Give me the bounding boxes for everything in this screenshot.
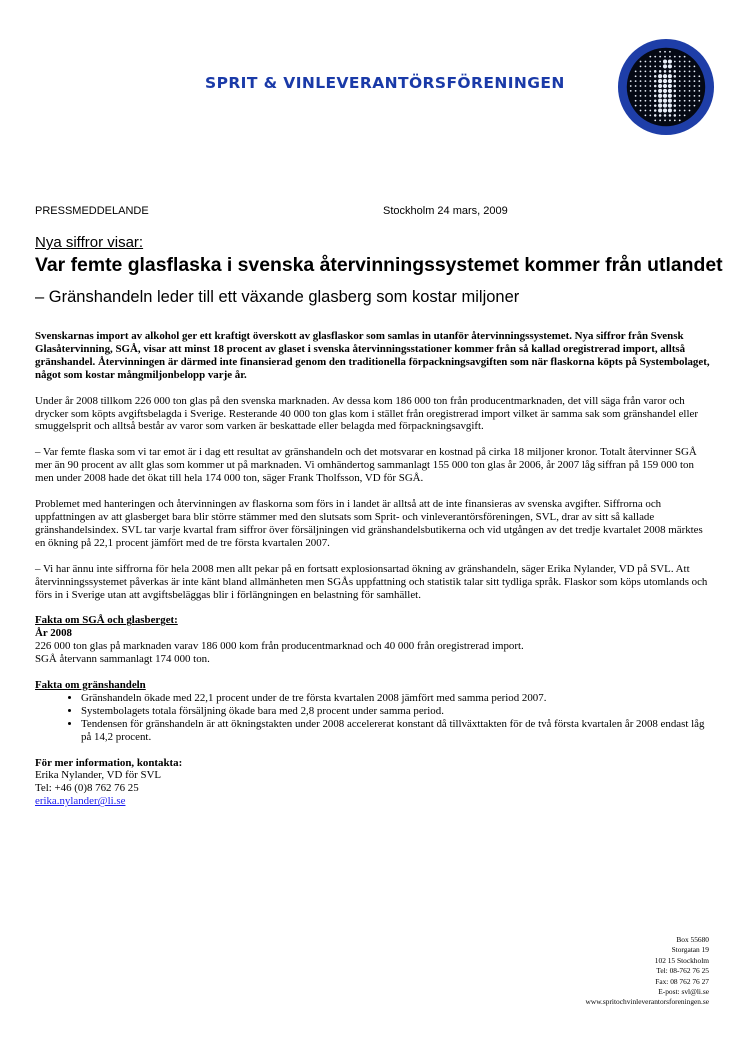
logo-dot xyxy=(668,108,672,112)
logo-dot xyxy=(654,119,656,121)
logo-dot xyxy=(645,115,647,117)
logo-dot xyxy=(663,94,667,98)
body-paragraph-4: – Vi har ännu inte siffrorna för hela 2008 men allt pekar på en fortsatt explosionsartad ökning av gränshandeln, säger Erika Nylander, VD på SVL. Att återvinningssystemet påverkas är inte känt bland allmänheten men SGÅs uppfattning och statistik talar sitt tydliga språk. Flaskor som köps utomlands och förs in i Sverige utan att avgiftsbeläggas blir i förlängningen en belastning för samhället. xyxy=(35,562,708,601)
logo-dot xyxy=(649,56,651,58)
logo-dot xyxy=(649,75,651,77)
logo-dot xyxy=(684,105,686,107)
contact-name: Erika Nylander, VD för SVL xyxy=(35,769,162,782)
logo-dot xyxy=(698,95,700,97)
footer-street: Storgatan 19 xyxy=(671,945,709,955)
logo-dot xyxy=(659,66,661,68)
logo-dot xyxy=(645,70,647,72)
contact-heading: För mer information, kontakta: xyxy=(35,756,183,769)
logo-dot xyxy=(654,61,656,63)
logo-dot xyxy=(640,100,642,102)
logo-dot xyxy=(649,115,651,117)
logo-dot xyxy=(689,75,691,77)
facts-border-trade-heading: Fakta om gränshandeln xyxy=(35,679,146,692)
logo-dot xyxy=(679,70,681,72)
logo-dot xyxy=(640,75,642,77)
logo-dot xyxy=(658,104,662,108)
logo-dot xyxy=(698,75,700,77)
document-type: PRESSMEDDELANDE xyxy=(35,205,149,217)
logo-dot xyxy=(679,95,681,97)
logo-dot xyxy=(674,80,677,83)
logo-dot xyxy=(689,95,691,97)
logo-dot xyxy=(674,66,676,68)
logo-dot xyxy=(689,100,691,102)
logo-dot xyxy=(663,108,667,112)
logo-dot xyxy=(679,90,681,92)
logo-dot xyxy=(654,56,656,58)
logo-dot xyxy=(684,70,686,72)
logo-dot xyxy=(684,56,686,58)
logo-dot xyxy=(664,56,666,58)
logo-dot xyxy=(689,105,691,107)
logo-dot xyxy=(679,66,681,68)
logo-dot xyxy=(668,84,672,88)
logo-dot xyxy=(668,99,672,103)
logo-dot xyxy=(669,114,672,117)
logo-dot xyxy=(664,114,667,117)
logo-dot xyxy=(663,89,667,93)
logo-dot xyxy=(645,75,647,77)
facts-sga-line-2: SGÅ återvann sammanlagt 174 000 ton. xyxy=(35,653,210,666)
logo-dot xyxy=(659,51,661,53)
logo-dot xyxy=(659,70,662,73)
logo-dot xyxy=(689,85,691,87)
logo-dot xyxy=(645,95,647,97)
logo-dot xyxy=(663,64,667,68)
logo-dot xyxy=(663,79,667,83)
logo-dot xyxy=(649,105,651,107)
logo-dot xyxy=(674,99,677,102)
logo-dot xyxy=(640,80,642,82)
logo-dot xyxy=(674,109,677,112)
subheadline: – Gränshandeln leder till ett växande glasberg som kostar miljoner xyxy=(35,288,520,306)
logo-dot xyxy=(684,80,686,82)
logo-dot xyxy=(635,100,637,102)
body-paragraph-2: – Var femte flaska som vi tar emot är i dag ett resultat av gränshandeln och det motsvarar en kostnad på cirka 18 miljoner kronor. Totalt återvinner SGÅ mer än 90 procent av allt glas som kommer ut på marknaden. Vi omhändertog sammanlagt 155 000 ton glas år 2006, år 2007 låg siffran på 159 000 ton men under 2008 hade det ökat till hela 174 000 ton, säger Frank Tholfsson, VD för SGÅ. xyxy=(35,446,697,485)
footer-fax: Fax: 08 762 76 27 xyxy=(655,976,709,986)
facts-sga-line-1: 226 000 ton glas på marknaden varav 186 000 kom från producentmarknad och 40 000 från oregistrerad import. xyxy=(35,640,524,653)
logo-dot xyxy=(658,99,662,103)
logo-dot xyxy=(674,104,677,107)
logo-dot xyxy=(684,115,686,117)
logo-dot xyxy=(645,105,647,107)
logo-dot xyxy=(669,56,671,58)
logo-dot xyxy=(679,85,681,87)
logo-dot xyxy=(668,89,672,93)
logo-dot xyxy=(640,90,642,92)
logo-dot xyxy=(674,56,676,58)
footer-box: Box 55680 xyxy=(676,935,709,944)
logo-dot xyxy=(679,75,681,77)
logo-dot xyxy=(668,64,672,68)
logo-dot xyxy=(689,80,691,82)
logo-dot xyxy=(663,84,667,88)
logo-dot xyxy=(630,80,632,82)
logo-dot xyxy=(654,104,657,107)
logo-dot xyxy=(674,119,676,121)
logo-dot xyxy=(664,119,666,121)
logo-dot xyxy=(684,85,686,87)
logo-dot xyxy=(694,90,696,92)
logo-dot xyxy=(645,66,647,68)
logo-dot xyxy=(679,56,681,58)
logo-dot xyxy=(679,105,681,107)
logo-dot xyxy=(654,109,657,112)
place-and-date: Stockholm 24 mars, 2009 xyxy=(383,205,508,217)
logo-dot xyxy=(658,84,662,88)
logo-dot xyxy=(645,100,647,102)
logo-dot xyxy=(684,110,686,112)
logo-dot xyxy=(694,105,696,107)
logo-dot xyxy=(635,90,637,92)
list-item: • Systembolagets totala försäljning ökade bara med 2,8 procent under samma period. xyxy=(81,705,715,718)
logo-dot xyxy=(635,95,637,97)
logo-dot xyxy=(663,104,667,108)
logo-dot xyxy=(694,70,696,72)
logo-dot xyxy=(674,61,676,63)
logo-dot xyxy=(640,95,642,97)
logo-dot xyxy=(668,74,672,78)
logo-dot xyxy=(649,100,651,102)
footer-address xyxy=(586,935,709,1008)
logo-dot xyxy=(659,119,661,121)
logo-dot xyxy=(694,80,696,82)
logo-dot xyxy=(674,85,677,88)
logo-dot xyxy=(649,110,651,112)
logo-dot xyxy=(694,66,696,68)
body-paragraph-1: Under år 2008 tillkom 226 000 ton glas på den svenska marknaden. Av dessa kom 186 000 ton från producentmarknaden, det vill säga från varor och drycker som köpts avgiftsbelagda i Sverige. Resterande 40 000 ton glas kom i stället från oregistrerad import vilket är samma sak som gränshandel eller smuggelsprit och alltså består av varor som varken är beskattade eller belagda med förpackningsavgift. xyxy=(35,394,698,433)
logo-dot xyxy=(654,75,657,78)
logo-dot xyxy=(635,70,637,72)
contact-email-link[interactable]: erika.nylander@li.se xyxy=(35,795,126,808)
logo-dot xyxy=(668,59,672,63)
logo-dot xyxy=(654,70,657,73)
logo-dot xyxy=(668,104,672,108)
logo-dot xyxy=(684,75,686,77)
facts-sga-heading: Fakta om SGÅ och glasberget: xyxy=(35,614,178,627)
logo-dot xyxy=(658,89,662,93)
logo-dot xyxy=(663,99,667,103)
logo-dot xyxy=(663,59,667,63)
logo-dot xyxy=(658,74,662,78)
contact-section xyxy=(35,757,715,809)
facts-border-trade-section xyxy=(35,679,715,744)
logo-dot xyxy=(645,85,647,87)
logo-dot xyxy=(689,70,691,72)
logo-dot xyxy=(663,74,667,78)
logo-dot xyxy=(630,90,632,92)
logo-dot xyxy=(659,114,662,117)
logo-dot xyxy=(635,85,637,87)
headline: Var femte glasflaska i svenska återvinningssystemet kommer från utlandet xyxy=(35,254,723,276)
logo-dot xyxy=(645,110,647,112)
logo-dot xyxy=(694,100,696,102)
logo-dot xyxy=(649,90,651,92)
logo-dot xyxy=(679,110,681,112)
logo-dot xyxy=(654,95,657,98)
logo-dot xyxy=(630,85,632,87)
logo-dot xyxy=(654,114,657,117)
logo-dot xyxy=(694,75,696,77)
svl-logo-icon xyxy=(617,38,715,136)
logo-dot xyxy=(689,110,691,112)
list-item: • Tendensen för gränshandeln är att ökningstakten under 2008 accelererat konstant då tillväxttakten för de två första kvartalen år 2008 endast låg på 14,2 procent. xyxy=(81,718,715,744)
logo-dot xyxy=(649,80,651,82)
logo-dot-pattern xyxy=(630,51,700,121)
logo-dot xyxy=(659,56,661,58)
footer-phone: Tel: 08-762 76 25 xyxy=(656,966,709,976)
facts-sga-section xyxy=(35,614,715,666)
logo-dot xyxy=(635,80,637,82)
logo-dot xyxy=(674,70,677,73)
logo-dot xyxy=(645,80,647,82)
logo-dot xyxy=(679,80,681,82)
logo-dot xyxy=(654,80,657,83)
logo-dot xyxy=(698,90,700,92)
lead-paragraph: Svenskarnas import av alkohol ger ett kraftigt överskott av glasflaskor som samlas in utanför återvinningssystemet. Nya siffror från Svensk Glasåtervinning, SGÅ, visar att minst 18 procent av glaset i svenska återvinningsstationer kommer från så kallad oregistrerad import, alltså gränshandel. Återvinningen är därmed inte finansierad genom den traditionella förpackningsavgiften som när flaskorna köpts på Systembolaget, något som kostar mångmiljonbelopp varje år. xyxy=(35,330,710,381)
logo-dot xyxy=(645,90,647,92)
logo-dot xyxy=(640,105,642,107)
contact-phone: Tel: +46 (0)8 762 76 25 xyxy=(35,782,139,795)
logo-dot xyxy=(674,114,677,117)
logo-dot xyxy=(640,66,642,68)
list-item: • Gränshandeln ökade med 22,1 procent under de tre första kvartalen 2008 jämfört med samma period 2007. xyxy=(81,692,715,705)
logo-dot xyxy=(645,61,647,63)
logo-dot xyxy=(694,95,696,97)
logo-dot xyxy=(649,85,651,87)
logo-dot xyxy=(669,119,671,121)
logo-dot xyxy=(669,70,672,73)
logo-dot xyxy=(640,85,642,87)
logo-dot xyxy=(668,79,672,83)
logo-dot xyxy=(654,85,657,88)
logo-dot xyxy=(635,75,637,77)
logo-dot xyxy=(698,100,700,102)
logo-dot xyxy=(649,70,651,72)
facts-sga-year: År 2008 xyxy=(35,627,73,640)
logo-dot xyxy=(679,61,681,63)
logo-dot xyxy=(654,90,657,93)
kicker: Nya siffror visar: xyxy=(35,234,144,251)
footer-website[interactable]: www.spritochvinleverantorsforeningen.se xyxy=(585,997,709,1007)
logo-dot xyxy=(664,70,667,73)
logo-dot xyxy=(684,66,686,68)
logo-dot xyxy=(689,61,691,63)
body-paragraph-3: Problemet med hanteringen och återvinningen av flaskorna som förs in i landet är alltså att de inte finansieras av svenska avgifter. Siffrorna och uppfattningen av att glasberget bara blir större stämmer med den slutsats som Sprit- och vinleverantörsföreningen, SVL, drar av sitt så kallade gränshandelsindex. SVL tar varje kvartal fram siffror över försäljningen vid gränshandelsbutikerna och vid utgången av det tredje kvartalet 2008 märktes en ökning på 22,1 procent jämfört med de tre första kvartalen 2007. xyxy=(35,498,703,549)
logo-dot xyxy=(689,90,691,92)
logo-dot xyxy=(640,110,642,112)
logo-dot xyxy=(674,90,677,93)
logo-dot xyxy=(640,61,642,63)
footer-postcode: 102 15 Stockholm xyxy=(654,955,709,965)
footer-email: E-post: svl@li.se xyxy=(658,987,709,997)
logo-dot xyxy=(658,108,662,112)
logo-dot xyxy=(694,85,696,87)
facts-border-trade-list xyxy=(35,692,715,744)
logo-dot xyxy=(654,99,657,102)
logo-dot xyxy=(684,61,686,63)
logo-dot xyxy=(635,105,637,107)
logo-dot xyxy=(659,61,661,63)
logo-dot xyxy=(649,66,651,68)
logo-dot xyxy=(698,80,700,82)
logo-dot xyxy=(658,94,662,98)
logo-dot xyxy=(669,51,671,53)
logo-dot xyxy=(684,90,686,92)
logo-dot xyxy=(654,66,656,68)
logo-dot xyxy=(679,119,681,121)
logo-dot xyxy=(679,100,681,102)
logo-dot xyxy=(658,79,662,83)
logo-dot xyxy=(684,95,686,97)
organization-name: SPRIT & VINLEVERANTÖRSFÖRENINGEN xyxy=(205,74,565,92)
article-body xyxy=(35,330,715,808)
logo-dot xyxy=(674,95,677,98)
logo-dot xyxy=(689,66,691,68)
logo-dot xyxy=(679,115,681,117)
logo-dot xyxy=(674,75,677,78)
logo-dot xyxy=(684,100,686,102)
logo-dot xyxy=(649,61,651,63)
logo-dot xyxy=(698,85,700,87)
logo-dot xyxy=(664,51,666,53)
logo-dot xyxy=(640,70,642,72)
logo-dot xyxy=(649,95,651,97)
logo-dot xyxy=(668,94,672,98)
